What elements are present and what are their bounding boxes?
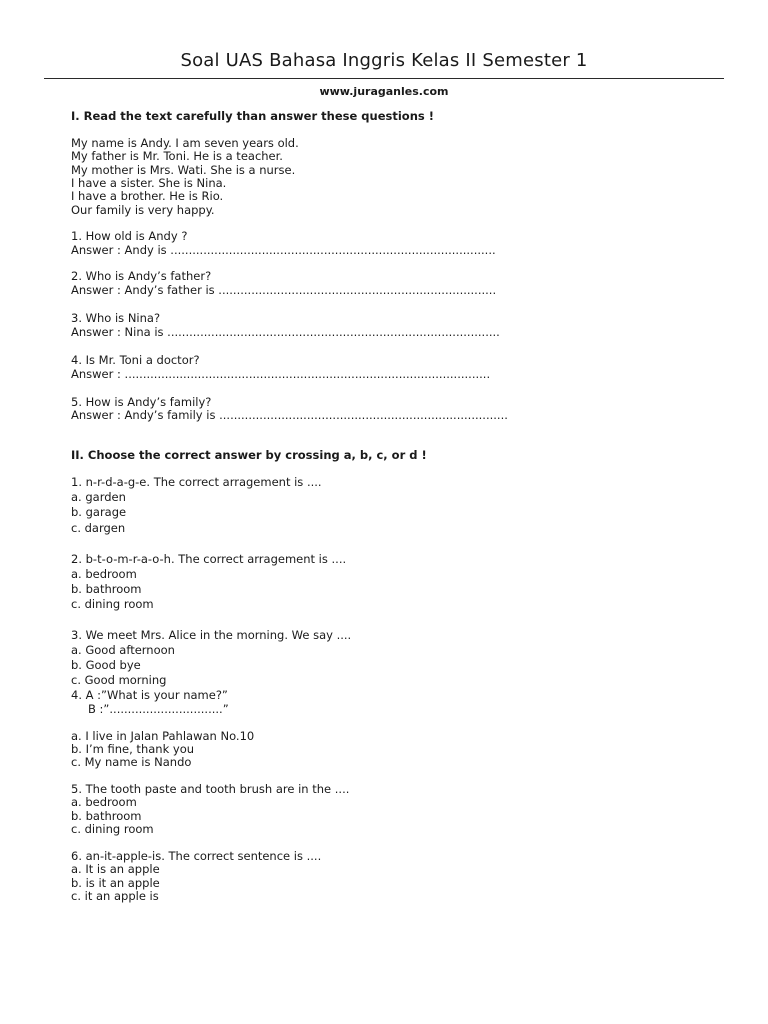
question-text: 1. How old is Andy ? (71, 229, 188, 243)
question-text: 1. n-r-d-a-g-e. The correct arragement is .... (71, 475, 322, 489)
title-divider (44, 78, 724, 79)
option-a[interactable]: a. Good afternoon (71, 643, 175, 657)
question-text: 5. How is Andy’s family? (71, 395, 212, 409)
option-b[interactable]: b. is it an apple (71, 876, 160, 890)
passage-line: My mother is Mrs. Wati. She is a nurse. (71, 163, 296, 177)
passage-line: Our family is very happy. (71, 203, 215, 217)
answer-line: Answer : Andy’s father is ............................................................................ (71, 283, 497, 297)
option-b[interactable]: b. Good bye (71, 658, 141, 672)
question-text: 6. an-it-apple-is. The correct sentence is .... (71, 849, 322, 863)
answer-line: Answer : .................................................................................................... (71, 367, 491, 381)
question-text: 2. b-t-o-m-r-a-o-h. The correct arragement is .... (71, 552, 347, 566)
question-text: 5. The tooth paste and tooth brush are in the .... (71, 782, 350, 796)
section-1-heading: I. Read the text carefully than answer these questions ! (71, 109, 434, 123)
option-a[interactable]: a. It is an apple (71, 862, 160, 876)
dialogue-line: B :”...............................” (88, 702, 229, 716)
option-a[interactable]: a. bedroom (71, 567, 137, 581)
option-b[interactable]: b. bathroom (71, 582, 142, 596)
question-text: 3. Who is Nina? (71, 311, 161, 325)
option-c[interactable]: c. dining room (71, 597, 154, 611)
option-b[interactable]: b. bathroom (71, 809, 142, 823)
website-url: www.juraganles.com (319, 85, 449, 98)
question-text: 3. We meet Mrs. Alice in the morning. We say .... (71, 628, 352, 642)
option-c[interactable]: c. dining room (71, 822, 154, 836)
document-title: Soal UAS Bahasa Inggris Kelas II Semester 1 (180, 50, 588, 71)
section-2-heading: II. Choose the correct answer by crossing a, b, c, or d ! (71, 448, 427, 462)
answer-line: Answer : Andy’s family is ............................................................................... (71, 408, 508, 422)
option-c[interactable]: c. it an apple is (71, 889, 159, 903)
answer-line: Answer : Andy is ......................................................................................... (71, 243, 496, 257)
passage-line: I have a brother. He is Rio. (71, 189, 224, 203)
question-text: 4. A :”What is your name?” (71, 688, 228, 702)
option-b[interactable]: b. I’m fine, thank you (71, 742, 195, 756)
option-a[interactable]: a. bedroom (71, 795, 137, 809)
answer-line: Answer : Nina is ........................................................................................... (71, 325, 500, 339)
option-c[interactable]: c. dargen (71, 521, 126, 535)
passage-line: I have a sister. She is Nina. (71, 176, 227, 190)
passage-line: My father is Mr. Toni. He is a teacher. (71, 149, 283, 163)
passage-line: My name is Andy. I am seven years old. (71, 136, 299, 150)
question-text: 2. Who is Andy’s father? (71, 269, 212, 283)
option-c[interactable]: c. Good morning (71, 673, 167, 687)
option-c[interactable]: c. My name is Nando (71, 755, 192, 769)
question-text: 4. Is Mr. Toni a doctor? (71, 353, 200, 367)
option-a[interactable]: a. I live in Jalan Pahlawan No.10 (71, 729, 255, 743)
option-b[interactable]: b. garage (71, 505, 127, 519)
option-a[interactable]: a. garden (71, 490, 126, 504)
